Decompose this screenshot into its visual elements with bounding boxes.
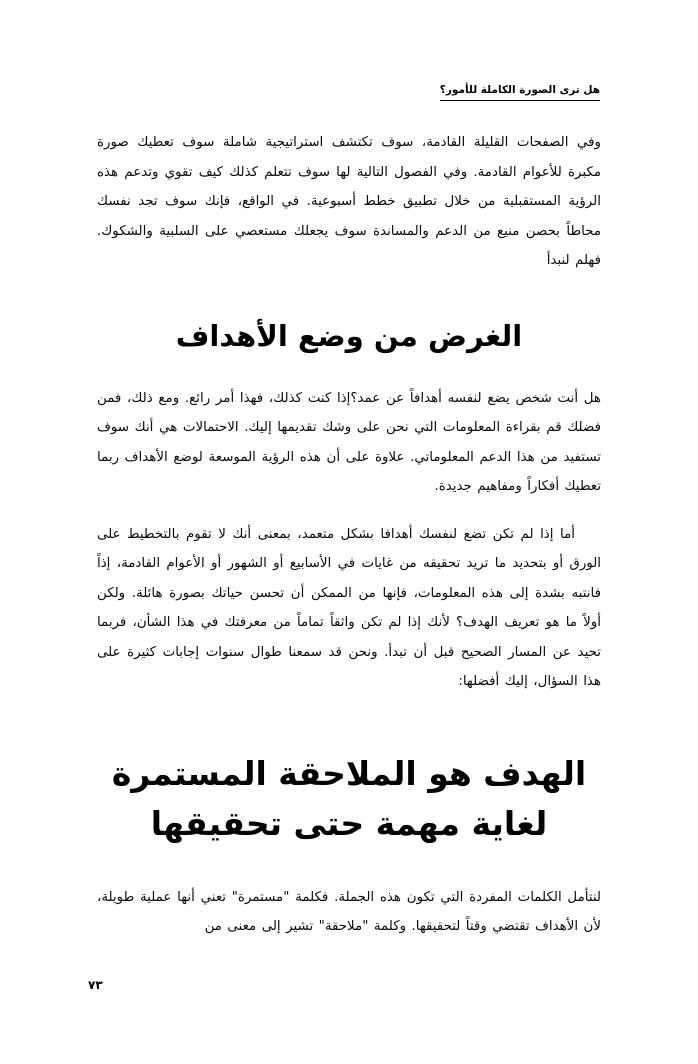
quote-heading <box>97 749 601 849</box>
paragraph-closing: لنتأمل الكلمات المفردة التي تكون هذه الجملة. فكلمة "مستمرة" تعني أنها عملية طويلة، لأن الأهداف تقتضي وقتاً لتحقيقها. وكلمة "ملاحقة" تشير إلى معنى من <box>97 889 601 935</box>
page-number: ٧٣ <box>88 978 103 992</box>
section-heading <box>97 318 601 354</box>
section-heading-text: الغرض من وضع الأهداف <box>175 318 523 353</box>
paragraph-intro: وفي الصفحات القليلة القادمة، سوف تكتشف استراتيجية شاملة سوف تعطيك صورة مكبرة للأعوام القادمة. وفي الفصول التالية لها سوف تتعلم كذلك كيف تقوي وتدعم هذه الرؤية المستقبلية من خلال تطبيق خطط أسبوعية. في الواقع، فإنك سوف تجد نفسك محاطاً بحصن منيع من الدعم والمساندة سوف يجعلك مستعصي على السلبية والشكوك. فهلم لنبدأ <box>97 135 601 268</box>
paragraph-goals-intro: هل أنت شخص يضع لنفسه أهدافاً عن عمد؟إذا كنت كذلك، فهذا أمر رائع. ومع ذلك، فمن فضلك قم بقراءة المعلومات التي نحن على وشك تقديمها إليك. الاحتمالات هي أنك سوف تستفيد من هذا الدعم المعلوماتي. علاوة على أن هذه الرؤية الموسعة لوضع الأهداف ربما تعطيك أفكاراً ومفاهيم جديدة. <box>97 390 601 495</box>
quote-heading-line-1: الهدف هو الملاحقة المستمرة <box>111 753 587 793</box>
page-content <box>97 128 601 942</box>
quote-heading-line-2: لغاية مهمة حتى تحقيقها <box>150 803 548 843</box>
running-header <box>98 78 600 101</box>
paragraph-goals-detail: أما إذا لم تكن تضع لنفسك أهدافا بشكل متعمد، بمعنى أنك لا تقوم بالتخطيط على الورق أو بتحديد ما تريد تحقيقه من غايات في الأسابيع أو الشهور أو الأعوام القادمة، إذاً فانتبه بشدة إلى هذه المعلومات، فإنها من الممكن أن تحسن حياتك بصورة هائلة. ولكن أولاً ما هو تعريف الهدف؟ لأنك إذا لم تكن واثقاً تماماً من معرفتك في هذا الشأن، فربما تحيد عن المسار الصحيح قبل أن تبدأ. ونحن قد سمعنا طوال سنوات إجابات كثيرة على هذا السؤال، إليك أفضلها: <box>97 526 601 690</box>
running-header-text: هل ترى الصورة الكاملة للأمور؟ <box>440 84 600 101</box>
